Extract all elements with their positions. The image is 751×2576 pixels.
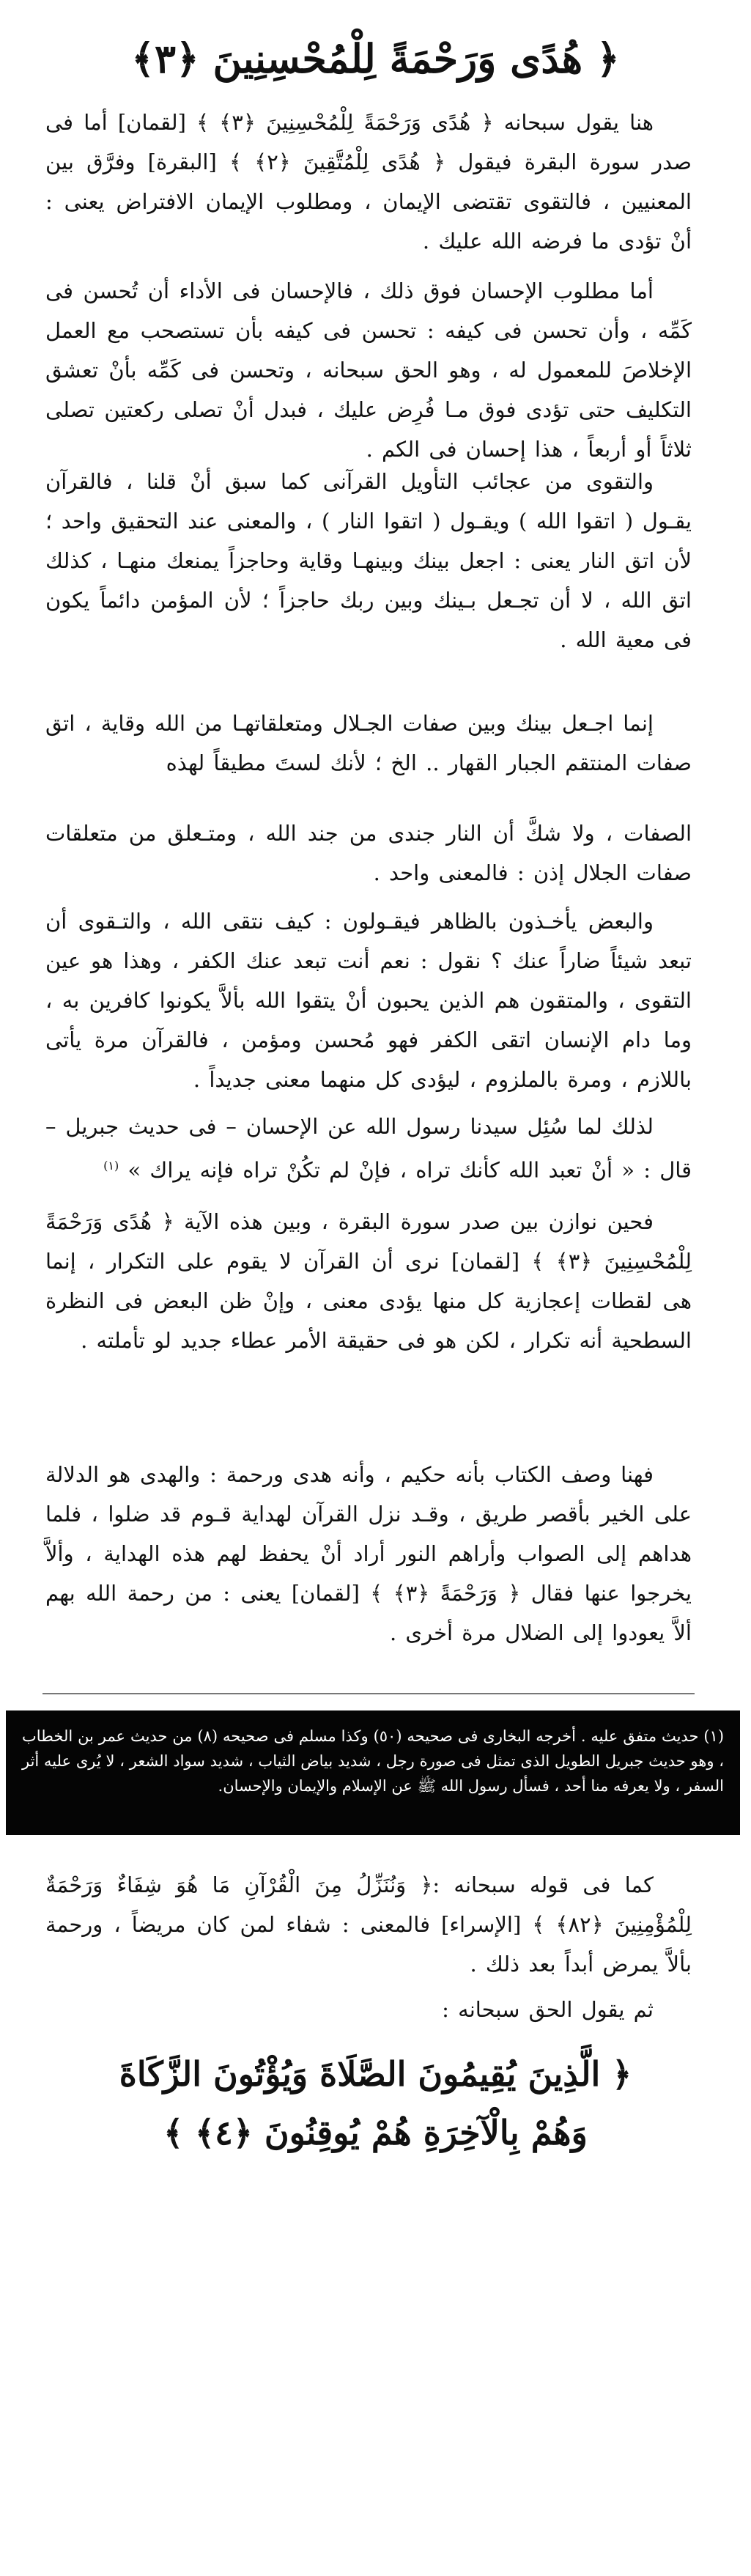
paragraph-1: هنا يقول سبحانه ﴿ هُدًى وَرَحْمَةً لِلْمُحْسِنِينَ ﴿٣﴾ ﴾ [لقمان] أما فى صدر سورة البقرة فيقول ﴿ هُدًى لِلْمُتَّقِينَ ﴿٢﴾ ﴾ [البقرة] وفرَّق بين المعنيين ، فالتقوى تقتضى الإيمان ، ومطلوب الإيمان الافتراض يعنى : أنْ تؤدى ما فرضه الله عليك . <box>45 110 692 254</box>
paragraph-4: إنما اجـعل بينك وبين صفات الجـلال ومتعلقاتهـا من الله وقاية ، اتق صفات المنتقم الجبار القهار .. الخ ؛ لأنك لستَ مطيقاً لهذه <box>45 711 692 775</box>
text-block-2 <box>45 271 692 469</box>
text-block-3 <box>45 462 692 660</box>
footnote-box <box>6 1710 740 1835</box>
text-block-7 <box>45 1107 692 1190</box>
paragraph-10: كما فى قوله سبحانه :﴿ وَنُنَزِّلُ مِنَ الْقُرْآنِ مَا هُوَ شِفَاءٌ وَرَحْمَةٌ لِلْمُؤْمِنِينَ ﴿٨٢﴾ ﴾ [الإسراء] فالمعنى : شفاء لمن كان مريضاً ، ورحمة بألاَّ يمرض أبداً بعد ذلك . <box>45 1872 692 1977</box>
text-block-1 <box>45 103 692 261</box>
paragraph-2: أما مطلوب الإحسان فوق ذلك ، فالإحسان فى الأداء أن تُحسن فى كَمِّه ، وأن تحسن فى كيفه : تحسن فى كيفه بأن تستصحب مع العمل الإخلاصَ للمعمول له ، وهو الحق سبحانه ، وتحسن فى كَمِّه بأنْ تعشق التكليف حتى تؤدى فوق مـا فُرِض عليك ، فبدل أنْ تصلى ركعتين تصلى ثلاثاً أو أربعاً ، هذا إحسان فى الكم . <box>45 278 692 462</box>
closing-verse-line-2: وَهُمْ بِالْآخِرَةِ هُمْ يُوقِنُونَ ﴿٤﴾ ﴾ <box>163 2113 588 2152</box>
text-block-8 <box>45 1202 692 1360</box>
text-block-11 <box>45 1990 692 2029</box>
closing-verse <box>44 2045 707 2162</box>
footnote-divider <box>42 1693 695 1694</box>
paragraph-3: والتقوى من عجائب التأويل القرآنى كما سبق أنْ قلنا ، فالقرآن يقـول ( اتقوا الله ) ويقـول ( اتقوا النار ) ، والمعنى عند التحقيق واحد ؛ لأن اتق النار يعنى : اجعل بينك وبينهـا وقاية وحاجزاً يمنعك منهـا ، كذلك اتق الله ، لا أن تجـعل بـينك وبين ربك حاجزاً ؛ لأن المؤمن دائماً يكون فى معية الله . <box>45 469 692 652</box>
page-title: ﴿ هُدًى وَرَحْمَةً لِلْمُحْسِنِينَ ﴿٣﴾ <box>131 35 620 82</box>
paragraph-11: ثم يقول الحق سبحانه : <box>442 1997 654 2022</box>
paragraph-8: فحين نوازن بين صدر سورة البقرة ، وبين هذه الآية ﴿ هُدًى وَرَحْمَةً لِلْمُحْسِنِينَ ﴿٣﴾ ﴾ [لقمان] نرى أن القرآن لا يقوم على التكرار ، إنما هى لقطات إعجازية كل منها يؤدى معنى ، وإنْ ظن البعض فى النظرة السطحية أنه تكرار ، لكن هو فى حقيقة الأمر عطاء جديد لو تأملته . <box>45 1209 692 1353</box>
text-block-4 <box>45 704 692 783</box>
paragraph-7-text: لذلك لما سُئِل سيدنا رسول الله عن الإحسان – فى حديث جبريل – قال : « أنْ تعبد الله كأنك تراه ، فإنْ لم تكُنْ تراه فإنه يراك » <box>45 1114 692 1183</box>
footnote-marker: (١) <box>103 1159 119 1173</box>
paragraph-7 <box>45 1107 692 1190</box>
text-block-5 <box>45 813 692 893</box>
closing-verse-line-1: ﴿ الَّذِينَ يُقِيمُونَ الصَّلَاةَ وَيُؤْتُونَ الزَّكَاةَ <box>119 2054 632 2094</box>
text-block-9 <box>45 1455 692 1653</box>
footnote-text: (١) حديث متفق عليه . أخرجه البخارى فى صحيحه (٥٠) وكذا مسلم فى صحيحه (٨) من حديث عمر بن الخطاب ، وهو حديث جبريل الطويل الذى تمثل فى صورة رجل ، شديد بياض الثياب ، شديد سواد الشعر ، لا يُرى عليه أثر السفر ، ولا يعرفه منا أحد ، فسأل رسول الله ﷺ عن الإسلام والإيمان والإحسان. <box>22 1727 725 1795</box>
paragraph-6: والبعض يأخـذون بالظاهر فيقـولون : كيف نتقى الله ، والتـقوى أن تبعد شيئاً ضاراً عنك ؟ نقول : نعم أنت تبعد عنك الكفر ، وهذا هو عين التقوى ، والمتقون هم الذين يحبون أنْ يتقوا الله بألاَّ يكونوا كافرين به ، وما دام الإنسان اتقى الكفر فهو مُحسن ومؤمن ، فالقرآن مرة يأتى باللازم ، ومرة بالملزوم ، ليؤدى كل منهما معنى جديداً . <box>45 909 692 1092</box>
paragraph-5: الصفات ، ولا شكَّ أن النار جندى من جند الله ، ومتـعلق من متعلقات صفات الجلال إذن : فالمعنى واحد . <box>45 821 692 885</box>
text-block-6 <box>45 901 692 1099</box>
paragraph-9: فهنا وصف الكتاب بأنه حكيم ، وأنه هدى ورحمة : والهدى هو الدلالة على الخير بأقصر طريق ، وقـد نزل القرآن لهداية قـوم قد ضلوا ، فلما هداهم إلى الصواب وأراهم النور أراد أنْ يحفظ لهم هذه الهداية ، وألاَّ يخرجوا عنها فقال ﴿ وَرَحْمَةً ﴿٣﴾ ﴾ [لقمان] يعنى : من رحمة الله بهم ألاَّ يعودوا إلى الضلال مرة أخرى . <box>45 1462 692 1645</box>
text-block-10 <box>45 1865 692 1984</box>
